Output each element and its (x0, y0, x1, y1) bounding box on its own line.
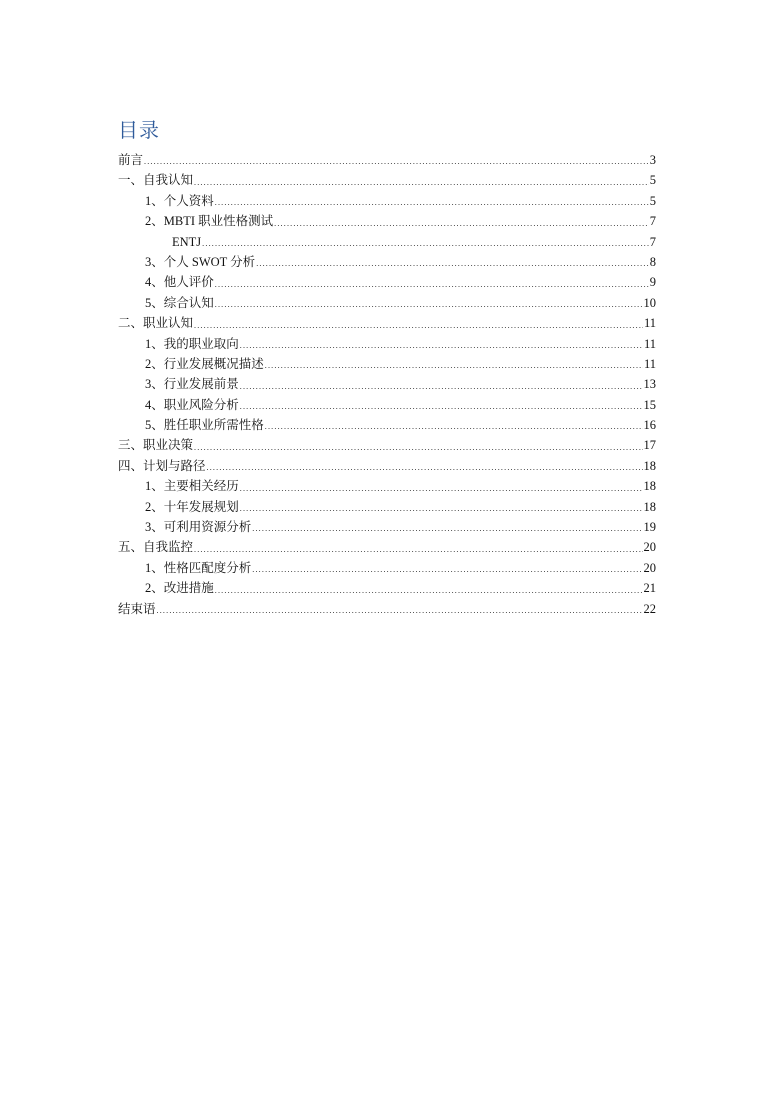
toc-entry-label: 1、个人资料 (145, 193, 214, 208)
toc-entry-label: 2、MBTI 职业性格测试 (145, 214, 274, 229)
toc-entry-page-number: 3 (649, 152, 656, 167)
toc-dot-leader (194, 440, 642, 456)
toc-entry-page-number: 15 (643, 397, 656, 412)
toc-entry-page-number: 11 (643, 356, 656, 371)
toc-dot-leader (265, 419, 643, 435)
toc-entry-label: 4、他人评价 (145, 275, 214, 290)
toc-entry-page-number: 20 (643, 560, 656, 575)
toc-entry-page-number: 13 (643, 377, 656, 392)
toc-entry[interactable] (118, 232, 656, 252)
toc-entry-label: 前言 (118, 152, 144, 167)
toc-entry-label: 3、可利用资源分析 (145, 520, 252, 535)
toc-entry-label: 四、计划与路径 (118, 458, 206, 473)
toc-entry[interactable] (118, 374, 656, 394)
toc-entry-page-number: 18 (643, 479, 656, 494)
toc-entry-label: 2、行业发展概况描述 (145, 356, 264, 371)
toc-entry-label: 结束语 (118, 601, 156, 616)
toc-dot-leader (240, 379, 643, 395)
toc-entry-page-number: 5 (649, 193, 656, 208)
toc-dot-leader (144, 154, 649, 170)
toc-entry[interactable] (118, 313, 656, 333)
toc-entry-label: 5、胜任职业所需性格 (145, 418, 264, 433)
toc-dot-leader (215, 277, 649, 293)
toc-dot-leader (215, 583, 643, 599)
toc-entry-page-number: 7 (649, 234, 656, 249)
toc-entry-page-number: 7 (649, 214, 656, 229)
toc-entry-page-number: 18 (643, 499, 656, 514)
toc-dot-leader (215, 195, 649, 211)
toc-entry-label: 二、职业认知 (118, 316, 194, 331)
toc-entry[interactable] (118, 150, 656, 170)
toc-entry[interactable] (118, 293, 656, 313)
toc-entry-label: 4、职业风险分析 (145, 397, 239, 412)
toc-dot-leader (215, 297, 643, 313)
toc-entry-label: 3、行业发展前景 (145, 377, 239, 392)
toc-entry-page-number: 17 (643, 438, 656, 453)
toc-entry[interactable] (118, 211, 656, 231)
toc-entry-page-number: 21 (643, 581, 656, 596)
toc-dot-leader (240, 481, 643, 497)
toc-entry[interactable] (118, 599, 656, 619)
toc-entry-page-number: 22 (643, 601, 656, 616)
toc-dot-leader (240, 338, 643, 354)
toc-dot-leader (240, 399, 643, 415)
toc-entry-label: 5、综合认知 (145, 295, 214, 310)
toc-entry-page-number: 9 (649, 275, 656, 290)
toc-entry[interactable] (118, 497, 656, 517)
toc-dot-leader (256, 256, 649, 272)
toc-dot-leader (274, 216, 649, 232)
toc-list (118, 150, 656, 619)
toc-entry[interactable] (118, 334, 656, 354)
toc-dot-leader (240, 501, 643, 517)
toc-dot-leader (194, 175, 649, 191)
toc-entry[interactable] (118, 272, 656, 292)
toc-entry[interactable] (118, 191, 656, 211)
toc-entry-page-number: 8 (649, 254, 656, 269)
toc-entry-label: 1、主要相关经历 (145, 479, 239, 494)
toc-dot-leader (252, 521, 642, 537)
toc-entry-label: 1、我的职业取向 (145, 336, 239, 351)
toc-entry[interactable] (118, 415, 656, 435)
toc-entry-page-number: 20 (643, 540, 656, 555)
toc-entry-page-number: 10 (643, 295, 656, 310)
toc-entry-label: ENTJ (172, 234, 202, 249)
toc-entry-label: 一、自我认知 (118, 173, 194, 188)
toc-entry-page-number: 5 (649, 173, 656, 188)
toc-entry[interactable] (118, 558, 656, 578)
toc-entry-label: 三、职业决策 (118, 438, 194, 453)
toc-entry[interactable] (118, 456, 656, 476)
toc-entry[interactable] (118, 395, 656, 415)
toc-entry[interactable] (118, 537, 656, 557)
toc-dot-leader (157, 603, 643, 619)
toc-entry-page-number: 16 (643, 418, 656, 433)
toc-entry[interactable] (118, 578, 656, 598)
toc-entry-label: 3、个人 SWOT 分析 (145, 254, 256, 269)
toc-entry-label: 1、性格匹配度分析 (145, 560, 252, 575)
toc-entry-page-number: 19 (643, 520, 656, 535)
toc-dot-leader (194, 542, 642, 558)
toc-entry[interactable] (118, 517, 656, 537)
toc-entry-label: 2、十年发展规划 (145, 499, 239, 514)
toc-entry[interactable] (118, 252, 656, 272)
toc-dot-leader (202, 236, 649, 252)
toc-entry[interactable] (118, 354, 656, 374)
toc-entry[interactable] (118, 476, 656, 496)
toc-dot-leader (194, 318, 643, 334)
toc-entry-page-number: 11 (643, 336, 656, 351)
toc-title: 目录 (118, 118, 160, 142)
toc-entry[interactable] (118, 435, 656, 455)
toc-entry[interactable] (118, 170, 656, 190)
toc-dot-leader (265, 358, 643, 374)
toc-entry-page-number: 11 (643, 316, 656, 331)
toc-entry-page-number: 18 (643, 458, 656, 473)
toc-dot-leader (252, 562, 642, 578)
toc-entry-label: 五、自我监控 (118, 540, 194, 555)
toc-dot-leader (207, 460, 643, 476)
toc-entry-label: 2、改进措施 (145, 581, 214, 596)
